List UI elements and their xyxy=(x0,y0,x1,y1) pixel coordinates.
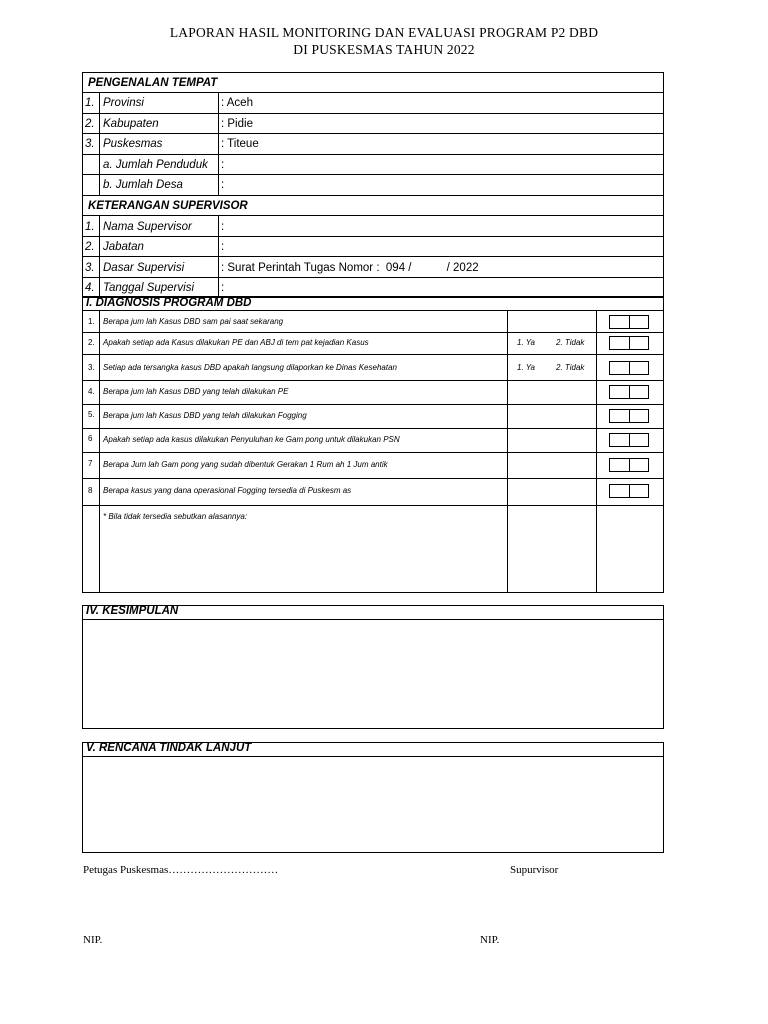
pengenalan-heading: PENGENALAN TEMPAT xyxy=(88,77,218,89)
row-number: 1. xyxy=(85,97,95,109)
note-text: * Bila tidak tersedia sebutkan alasannya: xyxy=(103,512,248,521)
jumlah-desa-label: b. Jumlah Desa xyxy=(103,179,183,191)
supervisor-heading: KETERANGAN SUPERVISOR xyxy=(88,200,248,212)
tanggal-supervisi-label: Tanggal Supervisi xyxy=(103,282,194,294)
answer-box[interactable] xyxy=(609,336,649,350)
answer-box[interactable] xyxy=(609,385,649,399)
jumlah-desa-value: : xyxy=(221,179,225,191)
row-number: 2. xyxy=(85,118,95,130)
answer-box[interactable] xyxy=(609,433,649,447)
kesimpulan-box[interactable] xyxy=(82,605,664,729)
answer-box[interactable] xyxy=(609,409,649,423)
jabatan-label: Jabatan xyxy=(103,241,144,253)
option-ya: 1. Ya xyxy=(517,363,535,372)
question-text: Berapa Jum lah Gam pong yang sudah dibentuk Gerakan 1 Rum ah 1 Jum antik xyxy=(103,460,388,469)
answer-box[interactable] xyxy=(609,361,649,375)
dasar-supervisi-value: : Surat Perintah Tugas Nomor : 094 / / 2022 xyxy=(221,262,479,274)
row-number: 3. xyxy=(85,138,95,150)
dasar-supervisi-label: Dasar Supervisi xyxy=(103,262,185,274)
row-number: 5. xyxy=(88,410,95,419)
provinsi-label: Provinsi xyxy=(103,97,144,109)
row-number: 1. xyxy=(88,317,95,326)
answer-box[interactable] xyxy=(609,315,649,329)
supervisor-signature-label: Supurvisor xyxy=(510,864,559,876)
question-text: Setiap ada tersangka kasus DBD apakah langsung dilaporkan ke Dinas Kesehatan xyxy=(103,363,397,372)
nip-right: NIP. xyxy=(480,934,500,946)
provinsi-value: : Aceh xyxy=(221,97,253,109)
puskesmas-label: Puskesmas xyxy=(103,138,163,150)
nama-supervisor-label: Nama Supervisor xyxy=(103,221,192,233)
row-number: 3. xyxy=(85,262,95,274)
row-number: 4. xyxy=(85,282,95,294)
diagnosis-heading: I. DIAGNOSIS PROGRAM DBD xyxy=(86,297,252,309)
question-text: Berapa kasus yang dana operasional Fogging tersedia di Puskesm as xyxy=(103,486,352,495)
question-text: Apakah setiap ada kasus dilakukan Penyuluhan ke Gam pong untuk dilakukan PSN xyxy=(103,435,400,444)
rencana-heading: V. RENCANA TINDAK LANJUT xyxy=(86,742,252,754)
jumlah-penduduk-label: a. Jumlah Penduduk xyxy=(103,159,208,171)
row-number: 1. xyxy=(85,221,95,233)
row-number: 4. xyxy=(88,387,95,396)
question-text: Berapa jum lah Kasus DBD yang telah dilakukan Fogging xyxy=(103,411,307,420)
nama-supervisor-value: : xyxy=(221,221,225,233)
row-number: 3. xyxy=(88,363,95,372)
row-number: 7 xyxy=(88,459,93,468)
row-number: 2. xyxy=(85,241,95,253)
answer-box[interactable] xyxy=(609,458,649,472)
kesimpulan-heading: IV. KESIMPULAN xyxy=(86,605,179,617)
kabupaten-value: : Pidie xyxy=(221,118,253,130)
question-text: Berapa jum lah Kasus DBD yang telah dilakukan PE xyxy=(103,387,289,396)
option-tidak: 2. Tidak xyxy=(556,363,585,372)
answer-box[interactable] xyxy=(609,484,649,498)
rencana-box[interactable] xyxy=(82,742,664,853)
jumlah-penduduk-value: : xyxy=(221,159,225,171)
row-number: 8 xyxy=(88,486,93,495)
question-text: Berapa jum lah Kasus DBD sam pai saat sekarang xyxy=(103,317,284,326)
nip-left: NIP. xyxy=(83,934,103,946)
jabatan-value: : xyxy=(221,241,225,253)
tanggal-supervisi-value: : xyxy=(221,282,225,294)
option-tidak: 2. Tidak xyxy=(556,338,585,347)
row-number: 6 xyxy=(88,434,93,443)
petugas-signature-label: Petugas Puskesmas………………………… xyxy=(83,864,279,876)
document-title-line1: LAPORAN HASIL MONITORING DAN EVALUASI PROGRAM P2 DBD xyxy=(169,25,599,40)
document-title-line2: DI PUSKESMAS TAHUN 2022 xyxy=(293,42,475,57)
question-text: Apakah setiap ada Kasus dilakukan PE dan ABJ di tem pat kejadian Kasus xyxy=(103,338,369,347)
option-ya: 1. Ya xyxy=(517,338,535,347)
puskesmas-value: : Titeue xyxy=(221,138,259,150)
row-number: 2. xyxy=(88,338,95,347)
kabupaten-label: Kabupaten xyxy=(103,118,159,130)
